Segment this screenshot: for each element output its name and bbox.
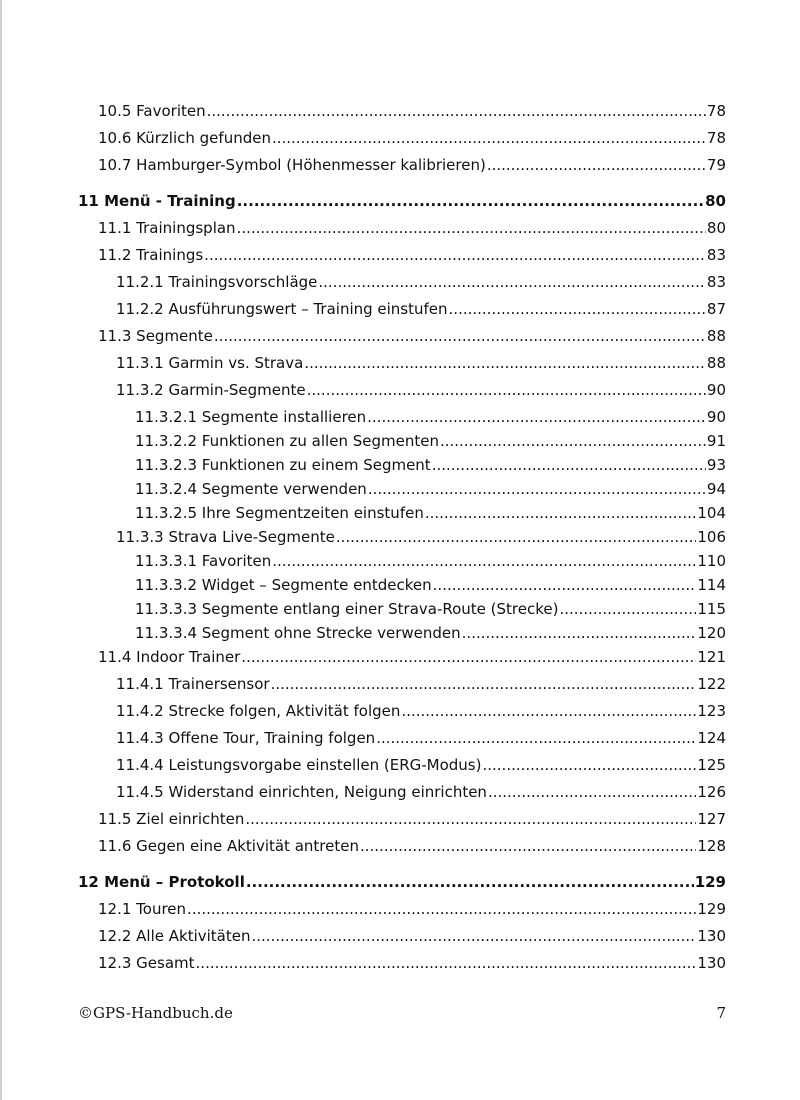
toc-dot-leader — [207, 102, 706, 120]
toc-entry-page: 83 — [706, 273, 726, 291]
toc-entry-page: 130 — [697, 954, 726, 972]
toc-entry[interactable] — [78, 474, 726, 498]
toc-entry[interactable] — [78, 570, 726, 594]
toc-entry[interactable] — [78, 450, 726, 474]
toc-entry-title: 11.2.1 Trainingsvorschläge — [116, 273, 318, 291]
toc-entry[interactable] — [78, 804, 726, 828]
toc-entry[interactable] — [78, 267, 726, 291]
toc-entry-page: 124 — [697, 729, 726, 747]
toc-entry[interactable] — [78, 294, 726, 318]
toc-dot-leader — [237, 192, 704, 210]
toc-entry-page: 104 — [697, 504, 726, 522]
toc-entry-page: 88 — [706, 327, 726, 345]
toc-entry[interactable] — [78, 546, 726, 570]
toc-entry-title: 11.5 Ziel einrichten — [98, 810, 245, 828]
toc-entry-title: 12.3 Gesamt — [98, 954, 195, 972]
toc-dot-leader — [272, 552, 696, 570]
toc-entry[interactable] — [78, 123, 726, 147]
toc-entry-page: 90 — [706, 381, 726, 399]
toc-entry-title: 11.3.3.4 Segment ohne Strecke verwenden — [135, 624, 461, 642]
toc-entry-page: 88 — [706, 354, 726, 372]
toc-entry-title: 11.3 Segmente — [98, 327, 213, 345]
toc-entry-page: 128 — [697, 837, 726, 855]
toc-dot-leader — [336, 528, 697, 546]
toc-entry-title: 11.3.2.5 Ihre Segmentzeiten einstufen — [135, 504, 424, 522]
toc-dot-leader — [307, 381, 706, 399]
toc-entry-page: 114 — [697, 576, 726, 594]
toc-entry[interactable] — [78, 669, 726, 693]
toc-entry-page: 106 — [697, 528, 726, 546]
toc-entry-title: 10.7 Hamburger-Symbol (Höhenmesser kalibrieren) — [98, 156, 486, 174]
toc-dot-leader — [246, 873, 694, 891]
toc-entry[interactable] — [78, 723, 726, 747]
toc-entry[interactable] — [78, 777, 726, 801]
toc-entry-page: 120 — [697, 624, 726, 642]
toc-entry-page: 80 — [705, 192, 726, 210]
toc-entry-title: 12.2 Alle Aktivitäten — [98, 927, 251, 945]
toc-entry[interactable] — [78, 213, 726, 237]
toc-entry-page: 127 — [697, 810, 726, 828]
toc-entry-page: 80 — [706, 219, 726, 237]
toc-entry[interactable] — [78, 522, 726, 546]
toc-entry[interactable] — [78, 618, 726, 642]
toc-entry-title: 11.3.3.2 Widget – Segmente entdecken — [135, 576, 432, 594]
toc-entry[interactable] — [78, 348, 726, 372]
toc-entry-page: 126 — [697, 783, 726, 801]
footer-copyright: ©GPS-Handbuch.de — [78, 1004, 233, 1022]
toc-dot-leader — [462, 624, 697, 642]
toc-entry[interactable] — [78, 96, 726, 120]
toc-entry-title: 11.3.2 Garmin-Segmente — [116, 381, 306, 399]
toc-entry[interactable] — [78, 894, 726, 918]
toc-dot-leader — [482, 756, 696, 774]
toc-entry-title: 11.3.1 Garmin vs. Strava — [116, 354, 304, 372]
toc-entry[interactable] — [78, 426, 726, 450]
toc-dot-leader — [245, 810, 696, 828]
toc-dot-leader — [487, 156, 706, 174]
toc-entry-title: 10.5 Favoriten — [98, 102, 206, 120]
toc-entry[interactable] — [78, 831, 726, 855]
toc-dot-leader — [368, 480, 706, 498]
toc-entry[interactable] — [78, 642, 726, 666]
toc-entry[interactable] — [78, 948, 726, 972]
toc-entry-page: 130 — [697, 927, 726, 945]
page-edge — [0, 0, 2, 1100]
toc-entry[interactable] — [78, 375, 726, 399]
toc-entry-page: 93 — [706, 456, 726, 474]
toc-dot-leader — [360, 837, 696, 855]
page-footer — [78, 1004, 726, 1026]
footer-page-number: 7 — [716, 1004, 726, 1022]
toc-dot-leader — [204, 246, 706, 264]
toc-entry[interactable] — [78, 321, 726, 345]
toc-entry-page: 129 — [697, 900, 726, 918]
toc-entry[interactable] — [78, 498, 726, 522]
toc-entry[interactable] — [78, 594, 726, 618]
toc-entry[interactable] — [78, 240, 726, 264]
toc-entry-title: 11.4 Indoor Trainer — [98, 648, 241, 666]
toc-dot-leader — [252, 927, 697, 945]
toc-dot-leader — [488, 783, 696, 801]
toc-entry[interactable] — [78, 921, 726, 945]
toc-entry-title: 12 Menü – Protokoll — [78, 873, 245, 891]
toc-entry-page: 83 — [706, 246, 726, 264]
toc-entry[interactable] — [78, 150, 726, 174]
toc-entry[interactable] — [78, 696, 726, 720]
toc-entry-title: 11.6 Gegen eine Aktivität antreten — [98, 837, 359, 855]
toc-entry-title: 11.1 Trainingsplan — [98, 219, 236, 237]
toc-dot-leader — [187, 900, 696, 918]
toc-entry-page: 78 — [706, 102, 726, 120]
toc-entry-title: 11.2.2 Ausführungswert – Training einstufen — [116, 300, 448, 318]
toc-dot-leader — [376, 729, 696, 747]
toc-dot-leader — [241, 648, 696, 666]
toc-entry-title: 11.3.3 Strava Live-Segmente — [116, 528, 335, 546]
toc-entry-title: 11.3.2.4 Segmente verwenden — [135, 480, 367, 498]
toc-dot-leader — [271, 675, 697, 693]
toc-entry-page: 94 — [706, 480, 726, 498]
toc-entry-page: 90 — [706, 408, 726, 426]
toc-entry-page: 121 — [697, 648, 726, 666]
toc-entry-page: 79 — [706, 156, 726, 174]
toc-entry-page: 122 — [697, 675, 726, 693]
toc-dot-leader — [214, 327, 706, 345]
toc-entry-page: 110 — [697, 552, 726, 570]
toc-entry[interactable] — [78, 186, 726, 210]
toc-entry-title: 11.3.3.1 Favoriten — [135, 552, 272, 570]
toc-entry-title: 11.3.3.3 Segmente entlang einer Strava-Route (Strecke) — [135, 600, 559, 618]
toc-dot-leader — [401, 702, 696, 720]
toc-dot-leader — [196, 954, 697, 972]
toc-entry-title: 11 Menü - Training — [78, 192, 236, 210]
toc-entry-title: 11.3.2.1 Segmente installieren — [135, 408, 367, 426]
toc-entry[interactable] — [78, 750, 726, 774]
toc-dot-leader — [559, 600, 696, 618]
toc-dot-leader — [433, 576, 697, 594]
toc-entry-title: 11.4.5 Widerstand einrichten, Neigung einrichten — [116, 783, 487, 801]
toc-entry-page: 78 — [706, 129, 726, 147]
toc-entry-title: 11.3.2.3 Funktionen zu einem Segment — [135, 456, 431, 474]
toc-entry[interactable] — [78, 867, 726, 891]
toc-entry-page: 115 — [697, 600, 726, 618]
toc-entry-page: 129 — [694, 873, 726, 891]
toc-entry-page: 91 — [706, 432, 726, 450]
toc-dot-leader — [432, 456, 706, 474]
toc-entry-title: 10.6 Kürzlich gefunden — [98, 129, 271, 147]
toc-entry-title: 11.4.1 Trainersensor — [116, 675, 270, 693]
toc-entry-title: 11.4.2 Strecke folgen, Aktivität folgen — [116, 702, 401, 720]
toc-entry-title: 11.2 Trainings — [98, 246, 204, 264]
toc-entry[interactable] — [78, 402, 726, 426]
toc-entry-title: 11.4.3 Offene Tour, Training folgen — [116, 729, 376, 747]
toc-entry-title: 11.4.4 Leistungsvorgabe einstellen (ERG-Modus) — [116, 756, 482, 774]
toc-entry-title: 12.1 Touren — [98, 900, 187, 918]
toc-dot-leader — [318, 273, 706, 291]
toc-dot-leader — [237, 219, 706, 237]
toc-dot-leader — [425, 504, 697, 522]
toc-entry-title: 11.3.2.2 Funktionen zu allen Segmenten — [135, 432, 439, 450]
toc-entry-page: 87 — [706, 300, 726, 318]
toc-entry-page: 125 — [697, 756, 726, 774]
toc-dot-leader — [449, 300, 706, 318]
toc-dot-leader — [272, 129, 706, 147]
toc-dot-leader — [304, 354, 706, 372]
toc-entry-page: 123 — [697, 702, 726, 720]
toc-dot-leader — [440, 432, 706, 450]
toc-dot-leader — [367, 408, 706, 426]
